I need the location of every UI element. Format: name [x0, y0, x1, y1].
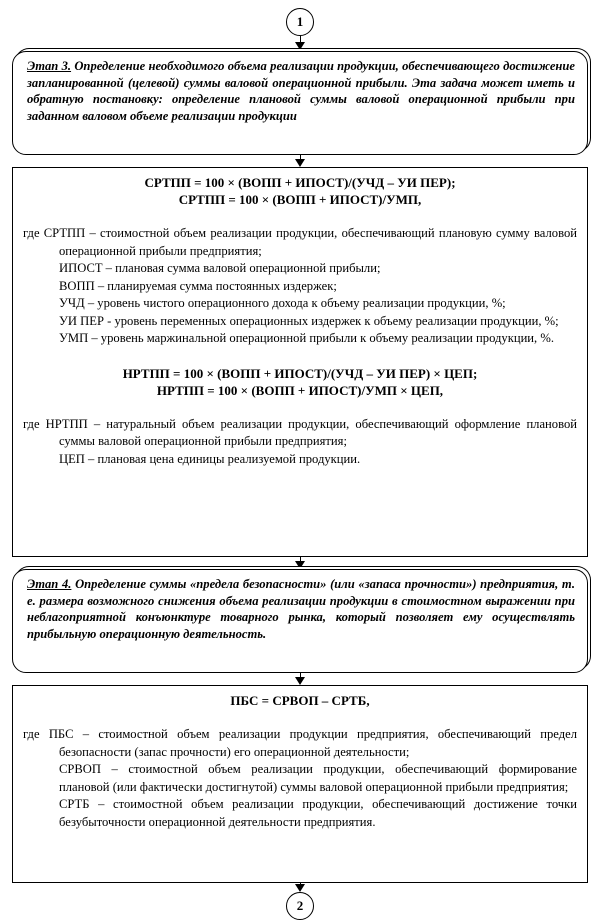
definition-i-post: ИПОСТ – плановая сумма валовой операционной прибыли;: [59, 261, 381, 275]
arrow-head-2: [295, 561, 305, 569]
connector-2: 2: [286, 892, 314, 920]
arrow-head-1: [295, 159, 305, 167]
formula-block-2: [12, 685, 588, 883]
definition-u-mp: УМП – уровень маржинальной операционной прибыли к объему реализации продукции, %.: [59, 331, 554, 345]
definition-sr-tpp: где СРТПП – стоимостной объем реализации продукции, обеспечивающий плановую сумму валовой операционной прибыли предприятия;: [23, 226, 577, 258]
definition-sr-tb: СРТБ – стоимостной объем реализации продукции, обеспечивающий достижение точки безубыточности операционной деятельности предприятия.: [59, 797, 577, 829]
stage-4-description: Определение суммы «предела безопасности» (или «запаса прочности») предприятия, т. е. размера возможного снижения объема реализации продукции в стоимостном выражении при неблагоприятной конъюнктуре товарного рынка, который позволяет ему осуществлять прибыльную операционную деятельность.: [27, 577, 575, 641]
stage-3-description: Определение необходимого объема реализации продукции, обеспечивающего достижение запланированной (целевой) суммы валовой операционной прибыли. Эта задача может иметь и обратную постановку: определение плановой суммы валовой операционной прибыли при заданном валовом объеме реализации продукции: [27, 59, 576, 123]
formula-block-1: [12, 167, 588, 557]
stage-3-text: [13, 52, 587, 124]
definition-sr-vop: СРВОП – стоимостной объем реализации продукции, обеспечивающий формирование плановой (или фактически достигнутой) суммы валовой операционной прибыли предприятия;: [59, 762, 577, 794]
definition-u-i-per: УИ ПЕР - уровень переменных операционных издержек к объему реализации продукции, %;: [59, 313, 559, 328]
stage-3-box: [12, 51, 588, 155]
formula-nr-tpp-1: НРТПП = 100 × (ВОПП + ИПОСТ)/(УЧД – УИ ПЕР) × ЦЕП;: [122, 365, 478, 381]
definition-vop-p: ВОПП – планируемая сумма постоянных издержек;: [59, 278, 337, 293]
definition-u-chd: УЧД – уровень чистого операционного дохода к объему реализации продукции, %;: [59, 296, 506, 310]
stage-4-box: [12, 569, 588, 673]
stage-4-number: Этап 4.: [27, 577, 72, 591]
definition-nr-tpp: где НРТПП – натуральный объем реализации продукции, обеспечивающий оформление плановой суммы валовой операционной прибыли предприятия;: [23, 416, 577, 448]
formula-nr-tpp-2: НРТПП = 100 × (ВОПП + ИПОСТ)/УМП × ЦЕП,: [156, 382, 444, 398]
definition-c-ep: ЦЕП – плановая цена единицы реализуемой продукции.: [59, 451, 361, 466]
stage-4-text: [13, 570, 587, 642]
stage-3-number: Этап 3.: [27, 59, 72, 73]
formula-pb-s: ПБС = СРВОП – СРТБ,: [230, 693, 370, 708]
arrow-head-3: [295, 677, 305, 685]
arrow-head-bottom: [295, 884, 305, 892]
definition-pb-s: где ПБС – стоимостной объем реализации продукции предприятия, обеспечивающий предел безопасности (запас прочности) его операционной деятельности;: [23, 727, 577, 759]
connector-1: 1: [286, 8, 314, 36]
formula-sr-tpp-1: СРТПП = 100 × (ВОПП + ИПОСТ)/(УЧД – УИ ПЕР);: [144, 175, 456, 190]
arrow-head-top: [295, 42, 305, 50]
formula-sr-tpp-2: СРТПП = 100 × (ВОПП + ИПОСТ)/УМП,: [178, 192, 422, 207]
